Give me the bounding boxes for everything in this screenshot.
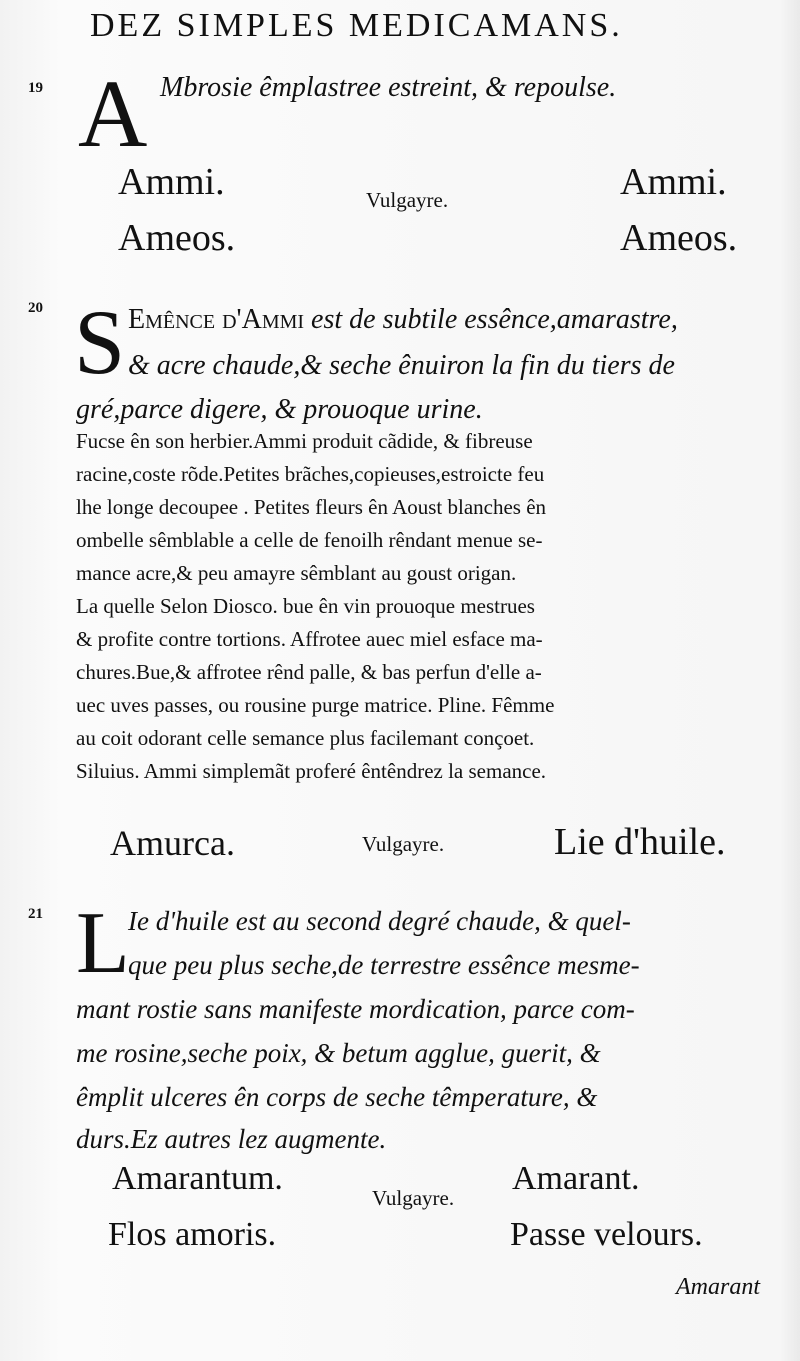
french-name: Ammi. <box>620 161 727 203</box>
text-line: gré,parce digere, & prouoque urine. <box>76 394 483 425</box>
section-number: 21 <box>28 906 43 922</box>
french-name: Passe velours. <box>510 1216 703 1253</box>
text-line: racine,coste rõde.Petites brãches,copieuses,estroicte feu <box>76 462 545 486</box>
text-run: est de subtile essênce,amarastre, <box>304 304 678 335</box>
text-line: Mbrosie êmplastree estreint, & repoulse. <box>160 72 617 103</box>
text-line: uec uves passes, ou rousine purge matrice. Pline. Fêmme <box>76 693 555 717</box>
text-line <box>128 304 678 336</box>
latin-name: Ammi. <box>118 161 225 203</box>
section-number: 20 <box>28 300 43 316</box>
text-line: lhe longe decoupee . Petites fleurs ên Aoust blanches ên <box>76 495 547 519</box>
text-line: Siluius. Ammi simplemãt proferé êntêndrez la semance. <box>76 759 547 783</box>
text-line: Ie d'huile est au second degré chaude, & quel- <box>128 906 631 936</box>
text-line: que peu plus seche,de terrestre essênce mesme- <box>128 950 640 980</box>
text-line: mant rostie sans manifeste mordication, parce com- <box>76 994 635 1024</box>
text-line: & acre chaude,& seche ênuiron la fin du tiers de <box>128 350 675 381</box>
text-line: durs.Ez autres lez augmente. <box>76 1124 387 1154</box>
text-line: au coit odorant celle semance plus facilemant conçoet. <box>76 726 535 750</box>
text-line: me rosine,seche poix, & betum agglue, guerit, & <box>76 1038 601 1068</box>
running-head: DEZ SIMPLES MEDICAMANS. <box>90 7 623 44</box>
small-caps-text: Emênce d'Ammi <box>128 304 305 335</box>
text-line: La quelle Selon Diosco. bue ên vin prouoque mestrues <box>76 594 535 618</box>
section-number: 19 <box>28 80 43 96</box>
vulgar-label: Vulgayre. <box>362 832 445 856</box>
french-name: Lie d'huile. <box>554 821 726 863</box>
text-line: chures.Bue,& affrotee rênd palle, & bas perfun d'elle a- <box>76 660 542 684</box>
drop-cap: A <box>78 60 148 167</box>
french-name: Amarant. <box>512 1160 640 1197</box>
catchword: Amarant <box>676 1274 760 1300</box>
latin-name: Ameos. <box>118 217 236 259</box>
text-line: mance acre,& peu amayre sêmblant au goust origan. <box>76 561 517 585</box>
latin-name: Amurca. <box>110 823 235 863</box>
vulgar-label: Vulgayre. <box>366 188 449 212</box>
text-line: ombelle sêmblable a celle de fenoilh rêndant menue se- <box>76 528 543 552</box>
latin-name: Flos amoris. <box>108 1216 277 1253</box>
text-line: êmplit ulceres ên corps de seche têmperature, & <box>76 1082 598 1112</box>
vulgar-label: Vulgayre. <box>372 1186 455 1210</box>
latin-name: Amarantum. <box>112 1160 283 1197</box>
drop-cap: S <box>74 291 126 393</box>
french-name: Ameos. <box>620 217 738 259</box>
text-line: & profite contre tortions. Affrotee auec miel esface ma- <box>76 627 543 651</box>
text-line: Fucse ên son herbier.Ammi produit cãdide, & fibreuse <box>76 429 533 453</box>
drop-cap: L <box>76 895 130 992</box>
